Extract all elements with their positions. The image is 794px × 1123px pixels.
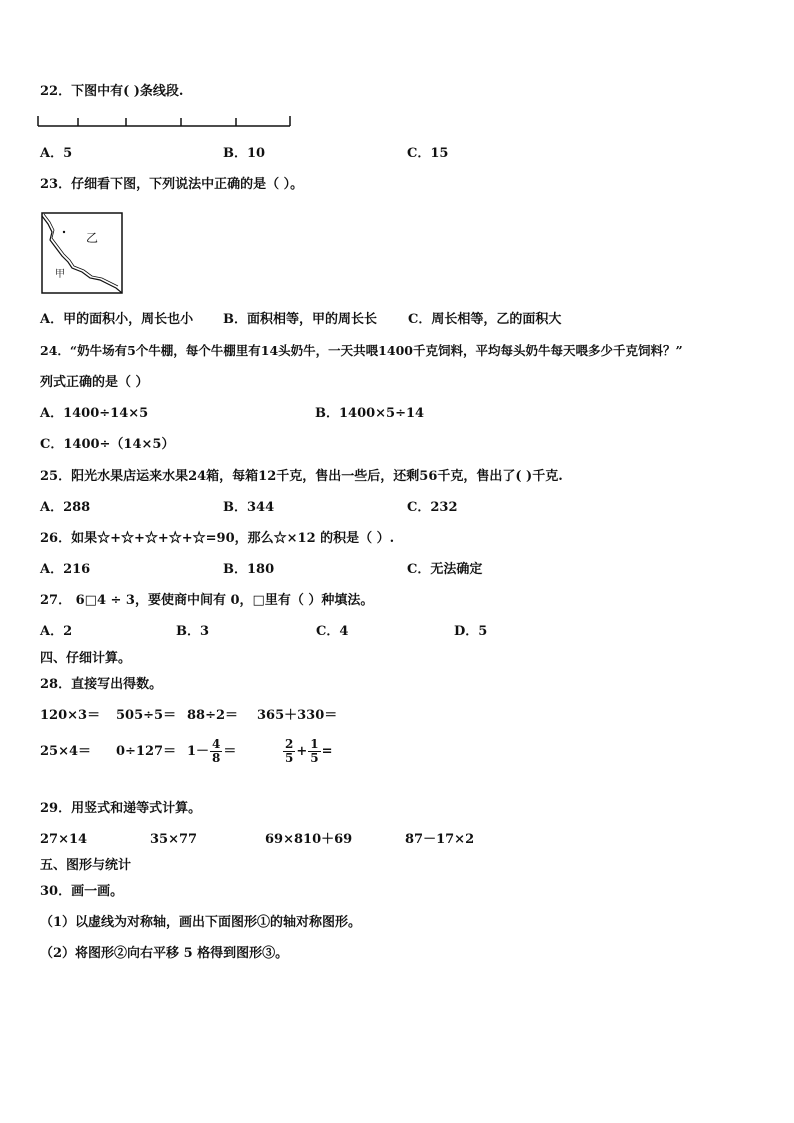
q25-option-b: B．344 xyxy=(223,500,275,515)
q29-stem: 29．用竖式和递等式计算。 xyxy=(40,801,202,816)
q26-option-c: C．无法确定 xyxy=(407,562,483,577)
q27-option-c: C．4 xyxy=(316,624,349,639)
q23-option-a: A．甲的面积小，周长也小 xyxy=(40,312,194,327)
q25-stem: 25．阳光水果店运来水果24箱，每箱12千克，售出一些后，还剩56千克，售出了( )千克. xyxy=(40,469,563,484)
q22-option-b: B．10 xyxy=(223,146,266,161)
fraction-denominator: 8 xyxy=(212,751,221,765)
q27-option-b: B．3 xyxy=(176,624,210,639)
q22-segment-figure xyxy=(36,112,296,132)
q29-item-1: 27×14 xyxy=(40,832,88,847)
q28-item-2: 505÷5＝ xyxy=(116,708,177,723)
q22-stem: 22．下图中有( )条线段. xyxy=(40,84,184,99)
q28-item-8 xyxy=(282,735,333,769)
q29-item-3: 69×810＋69 xyxy=(265,832,353,847)
q23-label-jia: 甲 xyxy=(55,269,65,280)
q24-option-b: B．1400×5÷14 xyxy=(315,406,425,421)
q26-stem: 26．如果☆+☆+☆+☆+☆=90，那么☆×12 的积是（ ）. xyxy=(40,531,395,546)
q26-option-a: A．216 xyxy=(40,562,91,577)
section-5-heading: 五、图形与统计 xyxy=(40,858,132,873)
fraction-four-eighths xyxy=(210,738,222,765)
q30-sub-1: （1）以虚线为对称轴，画出下面图形①的轴对称图形。 xyxy=(40,915,362,930)
fraction-numerator: 2 xyxy=(285,737,294,751)
fraction-two-fifths xyxy=(283,738,295,765)
fraction-denominator: 5 xyxy=(310,751,319,765)
q22-option-a: A．5 xyxy=(40,146,73,161)
q23-label-yi: 乙 xyxy=(86,231,99,245)
q23-area-figure xyxy=(38,210,128,300)
q29-item-4: 87－17×2 xyxy=(405,832,475,847)
q22-option-c: C．15 xyxy=(407,146,449,161)
section-4-heading: 四、仔细计算。 xyxy=(40,651,132,666)
q28-item-7 xyxy=(187,735,236,769)
q24-stem-2: 列式正确的是（ ） xyxy=(40,375,149,390)
q30-sub-2: （2）将图形②向右平移 5 格得到图形③。 xyxy=(40,946,289,961)
q26-option-b: B．180 xyxy=(223,562,275,577)
q28-item-8-equals: = xyxy=(321,744,333,759)
q28-item-8-plus: + xyxy=(296,744,308,759)
q23-option-c: C．周长相等，乙的面积大 xyxy=(408,312,562,327)
fraction-denominator: 5 xyxy=(285,751,294,765)
fraction-numerator: 4 xyxy=(212,737,221,751)
q28-item-3: 88÷2＝ xyxy=(187,708,239,723)
q24-stem: 24．“奶牛场有5个牛棚，每个牛棚里有14头奶牛，一天共喂1400千克饲料，平均每头奶牛每天喂多少千克饲料？” xyxy=(40,343,683,358)
q28-item-6: 0÷127＝ xyxy=(116,744,177,759)
q27-stem: 27． 6□4 ÷ 3，要使商中间有 0，□里有（ ）种填法。 xyxy=(40,593,374,608)
q24-option-a: A．1400÷14×5 xyxy=(40,406,149,421)
q28-item-4: 365＋330＝ xyxy=(257,708,338,723)
fraction-numerator: 1 xyxy=(310,737,319,751)
q28-item-7-prefix: 1－ xyxy=(187,744,210,759)
q23-option-b: B．面积相等，甲的周长长 xyxy=(223,312,377,327)
fraction-one-fifth xyxy=(308,738,320,765)
q23-stem: 23．仔细看下图，下列说法中正确的是（ ）。 xyxy=(40,177,304,192)
q29-item-2: 35×77 xyxy=(150,832,198,847)
q25-option-a: A．288 xyxy=(40,500,91,515)
q30-stem: 30．画一画。 xyxy=(40,884,124,899)
q27-option-a: A．2 xyxy=(40,624,73,639)
q28-item-5: 25×4＝ xyxy=(40,744,92,759)
q28-item-7-equals: ＝ xyxy=(223,744,237,759)
q27-option-d: D．5 xyxy=(454,624,488,639)
q28-item-1: 120×3＝ xyxy=(40,708,101,723)
q28-stem: 28．直接写出得数。 xyxy=(40,677,163,692)
q25-option-c: C．232 xyxy=(407,500,458,515)
q24-option-c: C．1400÷（14×5） xyxy=(40,437,175,452)
